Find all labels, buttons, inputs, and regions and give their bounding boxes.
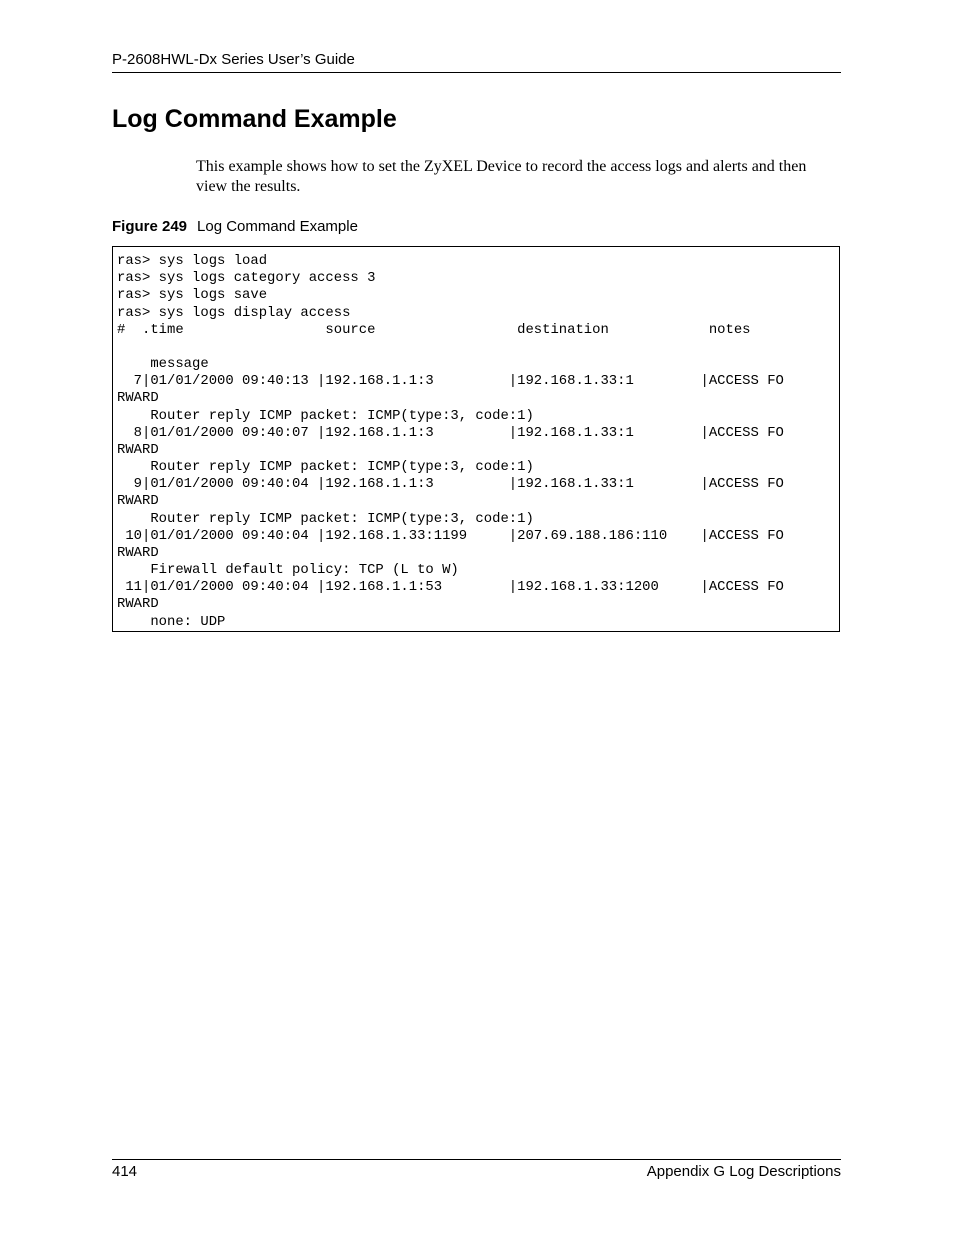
guide-title: P-2608HWL-Dx Series User’s Guide	[112, 51, 355, 68]
page-header	[112, 51, 841, 73]
code-line: RWARD	[117, 596, 159, 613]
code-line: RWARD	[117, 493, 159, 510]
code-line: # .time source destination notes	[117, 321, 751, 338]
code-line: ras> sys logs category access 3	[117, 270, 376, 287]
figure-caption	[112, 218, 358, 236]
code-example-box	[112, 246, 840, 632]
footer-section-name: Appendix G Log Descriptions	[646, 1163, 841, 1180]
page-number: 414	[112, 1163, 138, 1180]
code-line: 8|01/01/2000 09:40:07 |192.168.1.1:3 |192.168.1.33:1 |ACCESS FO	[117, 424, 784, 441]
code-line: ras> sys logs load	[117, 253, 268, 269]
code-line: RWARD	[117, 441, 159, 458]
intro-paragraph: This example shows how to set the ZyXEL Device to record the access logs and alerts and then view the results.	[196, 158, 807, 195]
code-line: Router reply ICMP packet: ICMP(type:3, code:1)	[117, 407, 534, 424]
code-line: 7|01/01/2000 09:40:13 |192.168.1.1:3 |192.168.1.33:1 |ACCESS FO	[117, 373, 784, 390]
code-line	[117, 339, 839, 356]
code-line: 9|01/01/2000 09:40:04 |192.168.1.1:3 |192.168.1.33:1 |ACCESS FO	[117, 476, 784, 493]
figure-number: Figure 249	[112, 218, 188, 235]
page-footer	[112, 1159, 841, 1181]
code-line: Firewall default policy: TCP (L to W)	[117, 562, 459, 579]
code-line: 11|01/01/2000 09:40:04 |192.168.1.1:53 |192.168.1.33:1200 |ACCESS FO	[117, 579, 784, 596]
code-line: Router reply ICMP packet: ICMP(type:3, code:1)	[117, 459, 534, 476]
code-line: RWARD	[117, 390, 159, 407]
section-title: Log Command Example	[112, 105, 397, 133]
code-line: RWARD	[117, 544, 159, 561]
code-line: none: UDP	[117, 613, 226, 630]
code-line: 10|01/01/2000 09:40:04 |192.168.1.33:1199 |207.69.188.186:110 |ACCESS FO	[117, 527, 784, 544]
code-line: ras> sys logs save	[117, 287, 268, 304]
code-line: ras> sys logs display access	[117, 304, 351, 321]
code-line: message	[117, 356, 209, 373]
code-line: Router reply ICMP packet: ICMP(type:3, code:1)	[117, 510, 534, 527]
figure-title: Log Command Example	[197, 218, 358, 235]
